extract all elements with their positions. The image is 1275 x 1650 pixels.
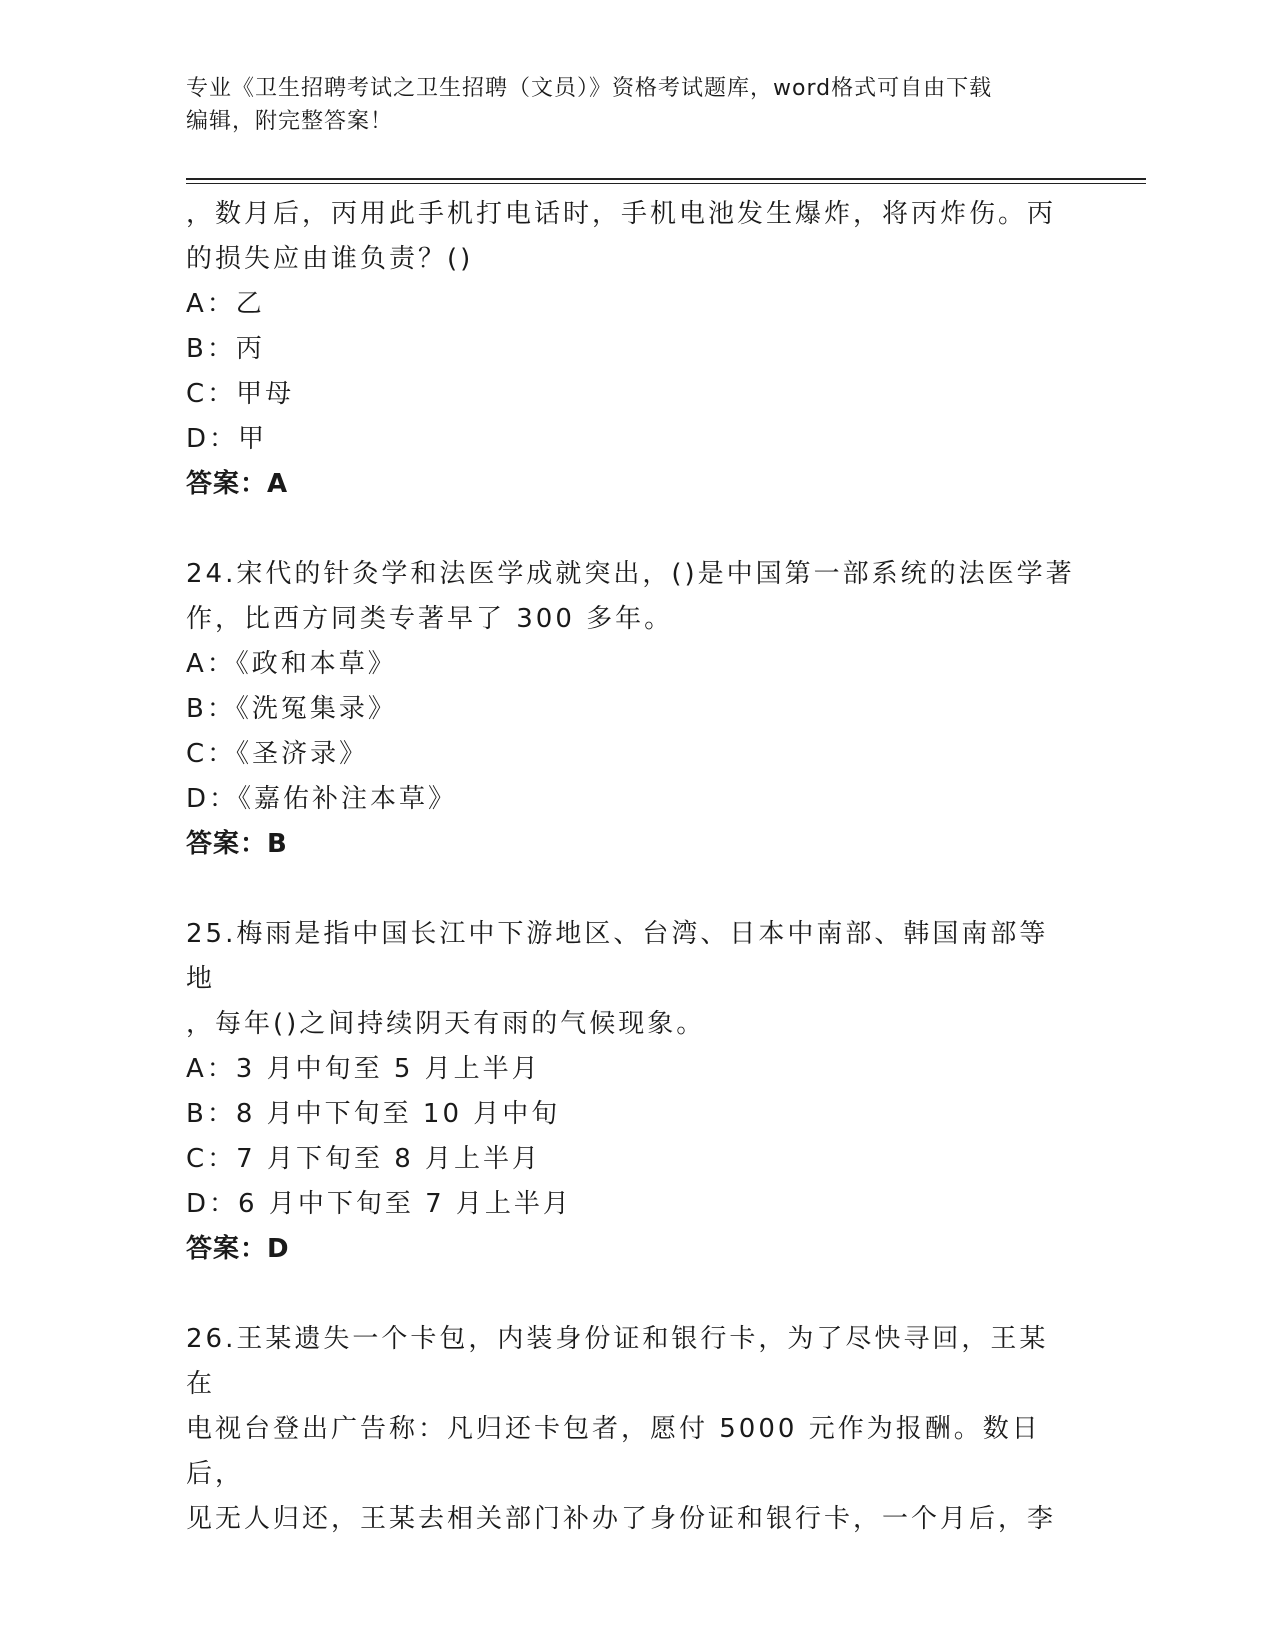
question-text-line: 电视台登出广告称：凡归还卡包者，愿付 5000 元作为报酬。数日后，: [186, 1414, 1041, 1489]
question-text-line: 26.王某遗失一个卡包，内装身份证和银行卡，为了尽快寻回，王某在: [186, 1324, 1049, 1399]
answer-line: 答案：D: [186, 1234, 290, 1264]
option-a: A：乙: [186, 289, 265, 319]
question-24: [186, 552, 1076, 867]
question-text-line: ，数月后，丙用此手机打电话时，手机电池发生爆炸，将丙炸伤。丙: [186, 199, 1057, 229]
answer-line: 答案：B: [186, 829, 288, 859]
header-line-2: 编辑，附完整答案！: [186, 109, 394, 134]
option-c: C：《圣济录》: [186, 739, 369, 769]
question-content: [186, 192, 1076, 1542]
question-text-line: 的损失应由谁负责？(): [186, 244, 474, 274]
question-25: [186, 912, 1076, 1272]
question-text-line: 24.宋代的针灸学和法医学成就突出，()是中国第一部系统的法医学著: [186, 559, 1075, 589]
document-header: [186, 72, 1066, 138]
option-c: C：甲母: [186, 379, 295, 409]
option-b: B：丙: [186, 334, 265, 364]
answer-line: 答案：A: [186, 469, 289, 499]
option-b: B：8 月中下旬至 10 月中旬: [186, 1099, 561, 1129]
question-26: [186, 1317, 1076, 1542]
option-a: A：《政和本草》: [186, 649, 397, 679]
question-text-line: 25.梅雨是指中国长江中下游地区、台湾、日本中南部、韩国南部等地: [186, 919, 1049, 994]
option-a: A：3 月中旬至 5 月上半月: [186, 1054, 541, 1084]
question-text-line: 见无人归还，王某去相关部门补办了身份证和银行卡，一个月后，李: [186, 1504, 1057, 1534]
option-b: B：《洗冤集录》: [186, 694, 397, 724]
header-divider-thick: [186, 178, 1146, 180]
header-divider-thin: [186, 183, 1146, 184]
header-line-1: 专业《卫生招聘考试之卫生招聘（文员）》资格考试题库，word格式可自由下载: [186, 76, 993, 101]
question-text-line: ，每年()之间持续阴天有雨的气候现象。: [186, 1009, 706, 1039]
question-23: [186, 192, 1076, 507]
option-d: D：甲: [186, 424, 268, 454]
question-text-line: 作，比西方同类专著早了 300 多年。: [186, 604, 674, 634]
option-c: C：7 月下旬至 8 月上半月: [186, 1144, 542, 1174]
option-d: D：《嘉佑补注本草》: [186, 784, 458, 814]
option-d: D：6 月中下旬至 7 月上半月: [186, 1189, 572, 1219]
